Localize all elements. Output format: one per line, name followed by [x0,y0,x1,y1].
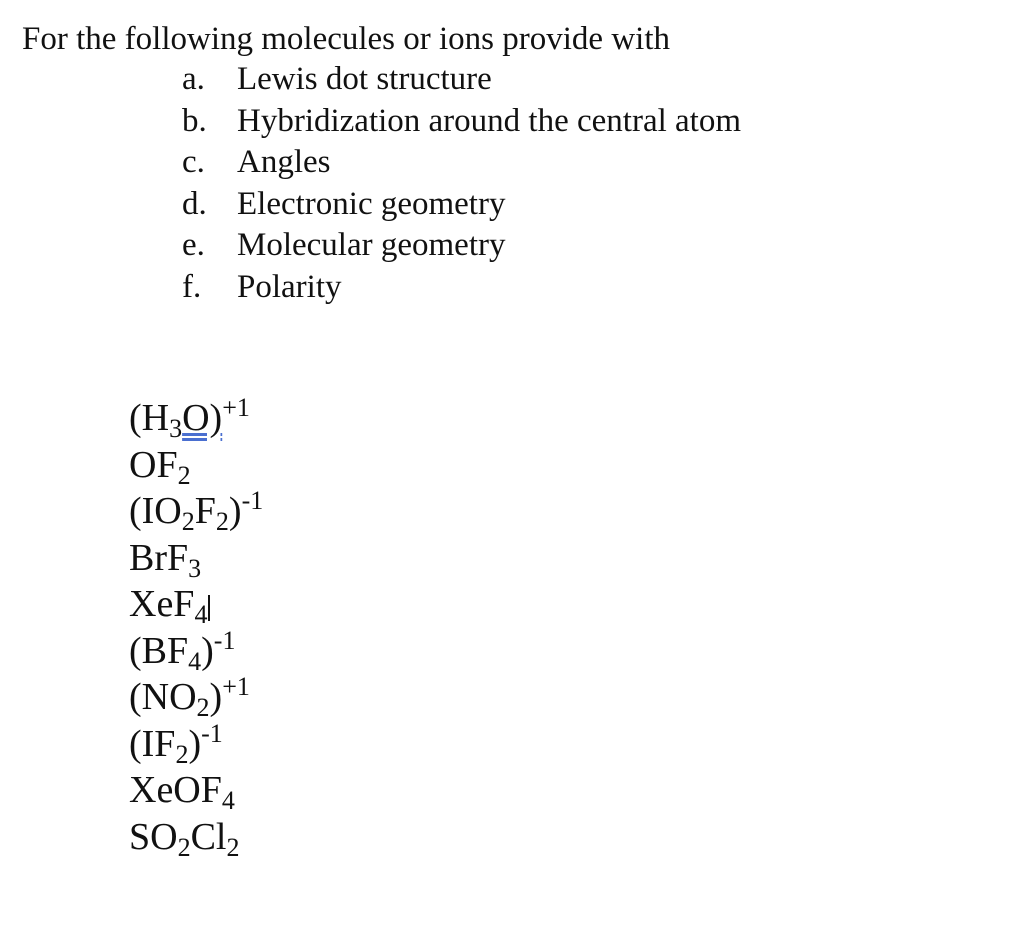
task-text: Electronic geometry [237,185,506,222]
task-letter: f. [182,268,202,305]
task-item [182,267,741,309]
text-cursor [208,595,210,621]
question-intro: For the following molecules or ions provide with [22,21,670,57]
formula-so2cl2: $SO_2Cl_2$ [129,815,240,862]
task-item [182,225,741,267]
task-letter: b. [182,102,207,139]
formula-list [129,395,263,860]
formula-no2: $(NO_2)^{+1}$ [129,672,250,722]
task-item [182,101,741,143]
formula-if2: $(IF_2)^{-1}$ [129,718,223,769]
task-text: Lewis dot structure [237,61,492,97]
task-text: Molecular geometry [237,227,506,264]
task-list [182,59,741,309]
task-item [182,59,741,101]
task-item [182,142,741,184]
formula-h3o: $(H_3O)^{+1}$ [129,393,250,443]
formula-bf4: $(BF_4)^{-1}$ [129,625,236,676]
task-item [182,184,741,226]
task-letter: a. [182,61,205,97]
formula-io2f2: $(IO_2F_2)^{-1}$ [129,486,264,536]
task-text: Polarity [237,268,342,305]
task-text: Angles [237,144,331,181]
formula-brf3: BrF$_3$ [129,536,202,583]
formula-xef4[interactable]: XeF$_4$ [129,581,263,628]
task-letter: c. [182,144,205,181]
task-letter: e. [182,227,205,264]
task-letter: d. [182,185,207,222]
spellcheck-underline: O) [182,397,223,439]
formula-xeof4: XeOF$_4$ [129,769,235,815]
task-text: Hybridization around the central atom [237,102,741,139]
formula-of2: $OF_2$ [129,443,191,490]
